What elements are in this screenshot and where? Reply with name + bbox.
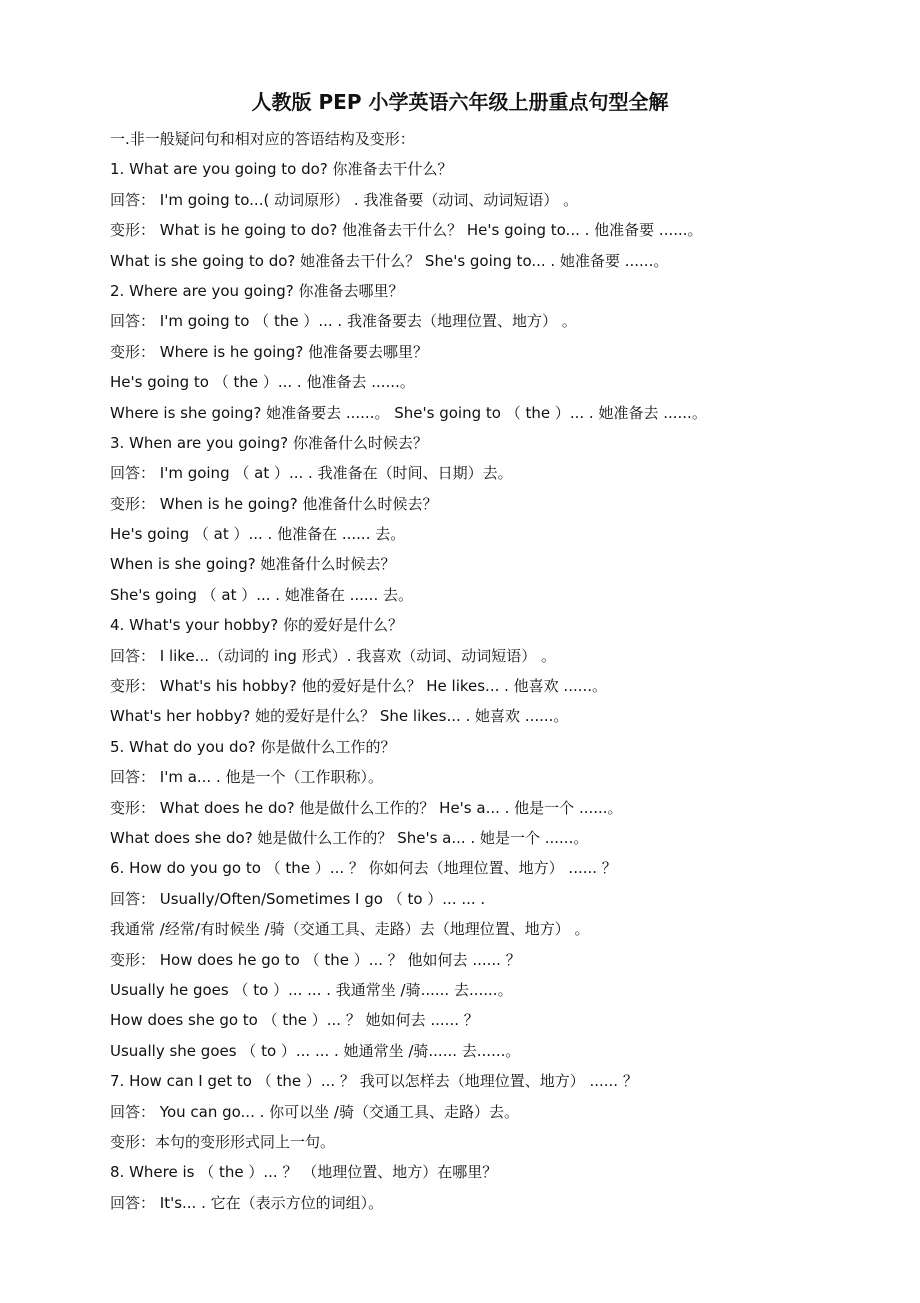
text-line: 变形： Where is he going? 他准备要去哪里？ (110, 342, 429, 361)
text-line: What's her hobby? 她的爱好是什么？ She likes... . 她喜欢 ......。 (110, 707, 569, 726)
text-line: 回答： It's... . 它在（表示方位的词组）。 (110, 1193, 384, 1212)
text-line: 变形： What does he do? 他是做什么工作的？ He's a... . 他是一个 ......。 (110, 798, 623, 817)
text-line: 回答： I'm going to...( 动词原形） . 我准备要（动词、动词短语） 。 (110, 190, 579, 209)
text-line: Where is she going? 她准备要去 ......。 She's going to （ the ）... . 她准备去 ......。 (110, 403, 707, 422)
text-line: 我通常 /经常/有时候坐 /骑（交通工具、走路）去（地理位置、地方） 。 (110, 920, 590, 939)
text-line: 变形： What is he going to do? 他准备去干什么？ He's going to... . 他准备要 ......。 (110, 221, 703, 240)
text-line: She's going （ at ）... . 她准备在 ...... 去。 (110, 585, 413, 604)
text-line: Usually he goes （ to ）... ... . 我通常坐 /骑...... 去......。 (110, 980, 513, 999)
text-line: He's going （ at ）... . 他准备在 ...... 去。 (110, 525, 406, 544)
text-line: 回答： You can go... . 你可以坐 /骑（交通工具、走路）去。 (110, 1102, 519, 1121)
text-line: What is she going to do? 她准备去干什么？ She's going to... . 她准备要 ......。 (110, 251, 669, 270)
text-line: 回答： I'm going to （ the ）... . 我准备要去（地理位置、地方） 。 (110, 312, 577, 331)
document-body (110, 124, 900, 1218)
text-line: 变形： When is he going? 他准备什么时候去？ (110, 494, 438, 513)
text-line: 2. Where are you going? 你准备去哪里？ (110, 281, 404, 300)
text-line: 8. Where is （ the ）... ？ （地理位置、地方）在哪里？ (110, 1163, 498, 1182)
text-line: 6. How do you go to （ the ）... ？ 你如何去（地理位置、地方） ...... ？ (110, 859, 617, 878)
text-line: 5. What do you do? 你是做什么工作的？ (110, 737, 396, 756)
text-line: How does she go to （ the ）... ？ 她如何去 ...... ？ (110, 1011, 479, 1030)
text-line: When is she going? 她准备什么时候去？ (110, 555, 396, 574)
text-line: Usually she goes （ to ）... ... . 她通常坐 /骑...... 去......。 (110, 1041, 521, 1060)
text-line: 回答： I'm a... . 他是一个（工作职称）。 (110, 768, 383, 787)
text-line: 变形：本句的变形形式同上一句。 (110, 1132, 336, 1151)
text-line: 回答： Usually/Often/Sometimes I go （ to ）... ... . (110, 889, 486, 908)
section-heading: 一.非一般疑问句和相对应的答语结构及变形： (110, 130, 415, 148)
text-line: 1. What are you going to do? 你准备去干什么？ (110, 160, 453, 179)
text-line: He's going to （ the ）... . 他准备去 ......。 (110, 373, 415, 392)
document-title: 人教版 PEP 小学英语六年级上册重点句型全解 (251, 90, 669, 114)
text-line: What does she do? 她是做什么工作的？ She's a... . 她是一个 ......。 (110, 828, 589, 847)
text-line: 7. How can I get to （ the ）... ？ 我可以怎样去（地理位置、地方） ...... ？ (110, 1072, 638, 1091)
text-line: 3. When are you going? 你准备什么时候去？ (110, 433, 428, 452)
text-line: 回答： I like...（动词的 ing 形式）. 我喜欢（动词、动词短语） 。 (110, 646, 557, 665)
text-line: 回答： I'm going （ at ）... . 我准备在（时间、日期）去。 (110, 464, 513, 483)
text-line: 变形： What's his hobby? 他的爱好是什么？ He likes... . 他喜欢 ......。 (110, 677, 608, 696)
text-line: 变形： How does he go to （ the ）... ？ 他如何去 ...... ？ (110, 950, 521, 969)
text-line: 4. What's your hobby? 你的爱好是什么？ (110, 616, 404, 635)
